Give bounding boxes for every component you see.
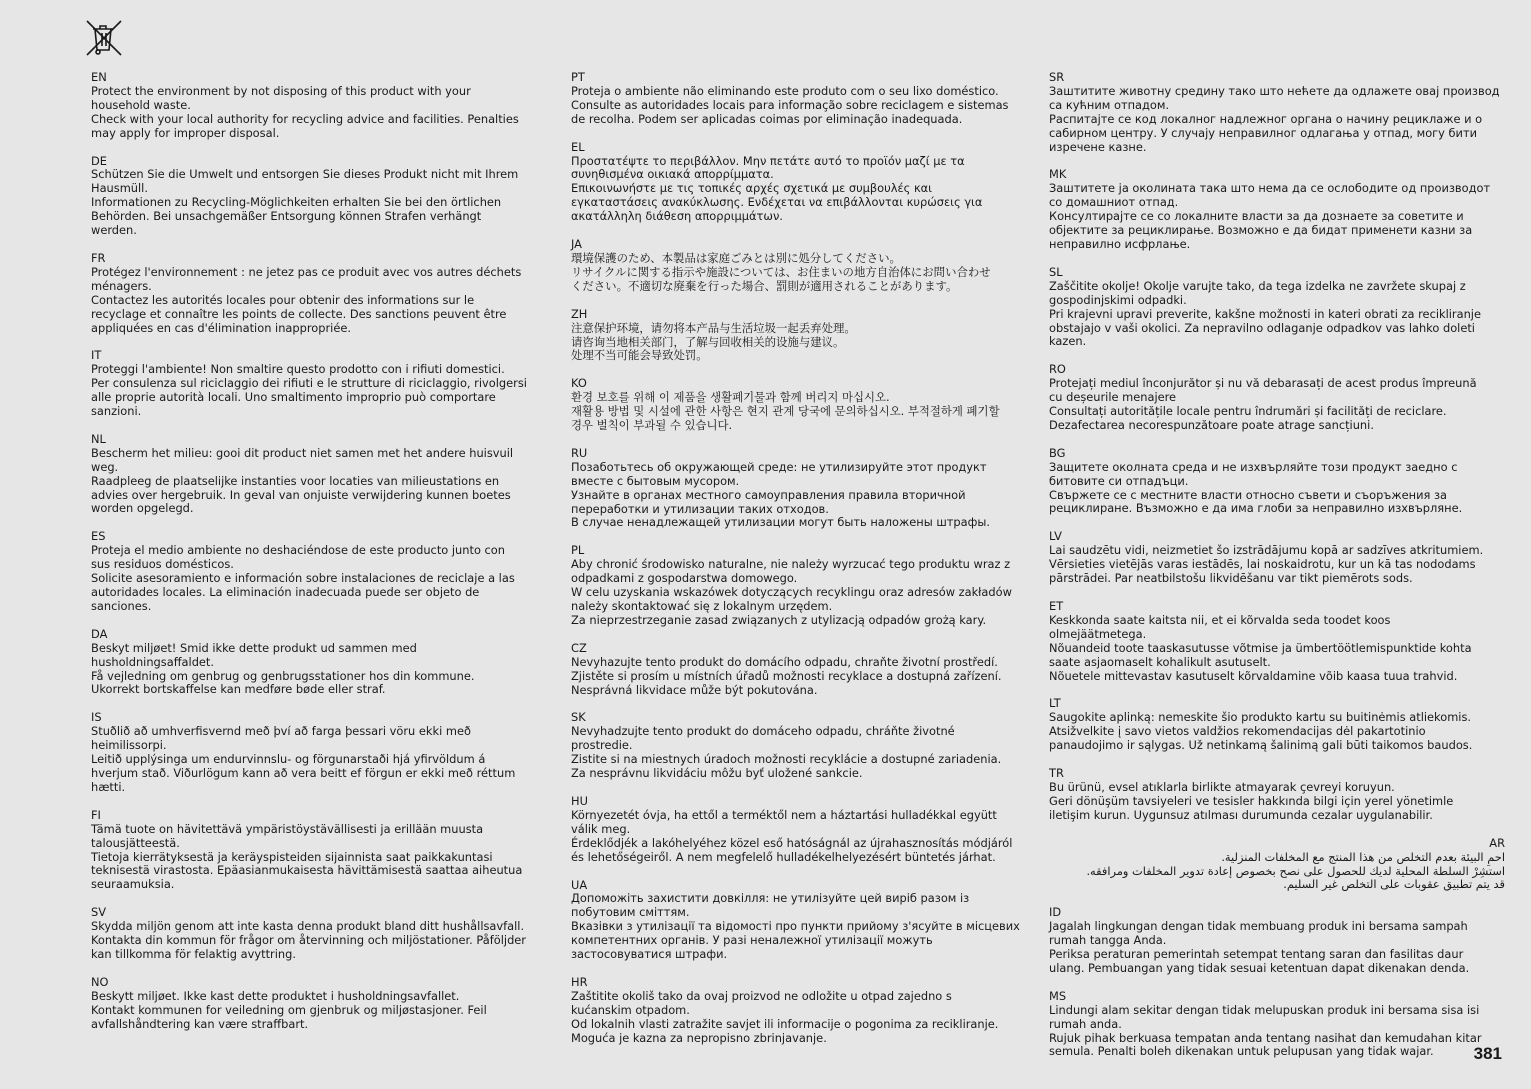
notice-text: Lindungi alam sekitar dengan tidak melupuskan produk ini bersama sisa isi rumah anda. Rujuk pihak berkuasa tempatan anda tentang nasihat dan kemudahan kitar semula. Penalti boleh dikenakan untuk pelupusan yang tidak wajar. xyxy=(1049,1002,1482,1059)
language-code: MK xyxy=(1049,167,1067,182)
disposal-notice-mk xyxy=(1049,168,1505,251)
language-code: NL xyxy=(91,431,106,446)
crossed-out-wheelie-bin-icon xyxy=(84,18,124,58)
language-code: FR xyxy=(91,250,106,265)
disposal-notice-da xyxy=(91,628,546,698)
language-code: NO xyxy=(91,974,109,989)
language-code: IS xyxy=(91,710,102,725)
language-code: FI xyxy=(91,807,101,822)
notice-text: Keskkonda saate kaitsta nii, et ei kõrvalda seda toodet koos olmejäätmetega. Nõuandeid toote taaskasutusse võtmise ja ümbertöötlemispunktide kohta saate asjaomaselt kohalikult asutuselt. Nõuetele mittevastav kasutuselt kõrvaldamine võib kaasa tuua trahvid. xyxy=(1049,612,1472,683)
language-code: UA xyxy=(571,877,588,892)
notice-text: 환경 보호를 위해 이 제품을 생활폐기물과 함께 버리지 마십시오. 재활용 방법 및 시설에 관한 사항은 현지 관계 당국에 문의하십시오. 부적절하게 폐기할 경우 벌칙이 부과될 수 있습니다. xyxy=(571,390,1000,433)
notice-text: Допоможіть захистити довкілля: не утилізуйте цей виріб разом із побутовим сміттям. Вказівки з утилізації та відомості про пункти прийому з'ясуйте в місцевих компетентних органів. У разі неналежної утилізації можуть застосовуватися штрафи. xyxy=(571,891,1020,962)
disposal-notice-ro xyxy=(1049,363,1505,433)
disposal-notice-lv xyxy=(1049,530,1505,586)
disposal-notice-sl xyxy=(1049,266,1505,349)
disposal-notice-id xyxy=(1049,906,1505,976)
language-code: HU xyxy=(571,793,588,808)
language-code: CZ xyxy=(571,640,587,655)
notice-text: Proteja o ambiente não eliminando este produto com o seu lixo doméstico. Consulte as autoridades locais para informação sobre reciclagem e sistemas de recolha. Podem ser aplicadas coimas por eliminação inadequada. xyxy=(571,83,1009,126)
notice-text: Skydda miljön genom att inte kasta denna produkt bland ditt hushållsavfall. Kontakta din kommun för frågor om återvinning och miljöstationer. Påföljder kan tillkomma för felaktig avyttring. xyxy=(91,919,526,961)
disposal-notice-no xyxy=(91,976,546,1032)
page-number: 381 xyxy=(1473,1044,1502,1063)
notice-text: احمِ البيئة بعدم التخلص من هذا المنتج مع المخلفات المنزلية. استشِرْ السلطة المحلية لديك للحصول على نصح بخصوص إعادة تدوير المخلفات ومرافقه. قد يتم تطبيق عقوبات على التخلص غير السليم. xyxy=(1086,849,1505,892)
disposal-notice-it xyxy=(91,349,546,419)
notice-text: Nevyhadzujte tento produkt do domáceho odpadu, chráňte životné prostredie. Zistite si na miestnych úradoch možnosti recyklácie a dostupné zariadenia. Za nesprávnu likvidáciu môžu byť uložené sankcie. xyxy=(571,724,1002,781)
disposal-notice-ja xyxy=(571,238,1026,294)
notice-text: Zaščitite okolje! Okolje varujte tako, da tega izdelka ne zavržete skupaj z gospodinjskimi odpadki. Pri krajevni upravi preverite, kakšne možnosti in kateri obrati za recikliranje obstajajo v vaši okolici. Za nepravilno odlaganje odpadkov vas lahko doleti kazen. xyxy=(1049,278,1481,349)
disposal-notice-pt xyxy=(571,71,1026,127)
language-code: KO xyxy=(571,376,587,391)
disposal-notice-ms xyxy=(1049,990,1505,1060)
notice-text: Zaštitite okoliš tako da ovaj proizvod ne odložite u otpad zajedno s kućanskim otpadom. Od lokalnih vlasti zatražite savjet ili informacije o pogonima za recikliranje. Moguća je kazna za nepropisno zbrinjavanje. xyxy=(571,988,999,1045)
notice-text: Beskytt miljøet. Ikke kast dette produktet i husholdningsavfallet. Kontakt kommunen for veiledning om gjenbruk og miljøstasjoner. Feil avfallshåndtering kan være straffbart. xyxy=(91,988,487,1031)
language-code: ES xyxy=(91,529,106,544)
language-code: SK xyxy=(571,710,586,725)
language-code: ID xyxy=(1049,905,1062,920)
language-code: JA xyxy=(571,237,582,252)
disposal-notice-sv xyxy=(91,906,546,962)
language-code: ZH xyxy=(571,306,588,321)
notice-text: Tämä tuote on hävitettävä ympäristöystävällisesti ja erillään muusta talousjätteestä. Tietoja kierrätyksestä ja keräyspisteiden sijainnista saat paikkakuntasi teknisestä virastosta. Epäasianmukaisesta hävittämisestä saattaa aiheutua seuraamuksia. xyxy=(91,821,523,892)
language-code: ET xyxy=(1049,599,1064,613)
notice-text: Protégez l'environnement : ne jetez pas ce produit avec vos autres déchets ménagers. Contactez les autorités locales pour obtenir des informations sur le recyclage et connaître les points de collecte. Des sanctions peuvent être appliquées en cas d'élimination inappropriée. xyxy=(91,264,522,335)
language-code: DA xyxy=(91,626,108,641)
notice-text: Környezetét óvja, ha ettől a terméktől nem a háztartási hulladékkal együtt válik meg. Érdeklődjék a lakóhelyéhez közel eső hatóságnál az újrahasznosítás módjáról és lehetőségeiről. A nem megfelelő hulladékelhelyezésért büntetés járhat. xyxy=(571,807,1013,864)
notice-text: Защитете околната среда и не изхвърляйте този продукт заедно с битовите си отпадъци. Свържете се с местните власти относно съвети и съоръжения за рециклиране. Възможно е да има глоби за неправилно изхвърляне. xyxy=(1049,459,1463,516)
language-code: SV xyxy=(91,905,107,920)
column-3 xyxy=(1049,71,1505,1073)
language-code: LV xyxy=(1049,529,1062,544)
language-code: HR xyxy=(571,974,588,989)
disposal-notice-et xyxy=(1049,600,1505,683)
disposal-notice-el xyxy=(571,141,1026,224)
disposal-notice-ru xyxy=(571,447,1026,530)
notice-text: Aby chronić środowisko naturalne, nie należy wyrzucać tego produktu wraz z odpadkami z gospodarstwa domowego. W celu uzyskania wskazówek dotyczących recyklingu oraz adresów zakładów należy skontaktować się z lokalnym urzędem. Za nieprzestrzeganie zasad związanych z utylizacją odpadów grożą kary. xyxy=(571,557,1012,627)
disposal-notice-es xyxy=(91,530,546,613)
notice-text: Bu ürünü, evsel atıklarla birlikte atmayarak çevreyi koruyun. Geri dönüşüm tavsiyeleri ve tesisler hakkında bilgi için yerel yönetimle iletişim kurun. Uygunsuz atılması durumunda cezalar uygulanabilir. xyxy=(1049,779,1454,822)
notice-text: 注意保护环境，请勿将本产品与生活垃圾一起丢弃处理。 请咨询当地相关部门，了解与回收相关的设施与建议。 处理不当可能会导致处罚。 xyxy=(571,320,856,363)
notice-text: Позаботьтесь об окружающей среде: не утилизируйте этот продукт вместе с бытовым мусором. Узнайте в органах местного самоуправления правила вторичной переработки и утилизации таких отходов. В случае ненадлежащей утилизации могут быть наложены штрафы. xyxy=(571,459,990,530)
notice-text: 環境保護のため、本製品は家庭ごみとは別に処分してください。 リサイクルに関する指示や施設については、お住まいの地方自治体にお問い合わせ ください。不適切な廃棄を行った場合、罰則が適用されることがあります。 xyxy=(571,250,991,293)
language-code: MS xyxy=(1049,988,1067,1003)
disposal-notice-hr xyxy=(571,976,1026,1046)
notice-text: Proteggi l'ambiente! Non smaltire questo prodotto con i rifiuti domestici. Per consulenza sul riciclaggio dei rifiuti e le strutture di riciclaggio, rivolgersi alle proprie autorità locali. Uno smaltimento improprio può comportare sanzioni. xyxy=(91,362,527,419)
language-code: LT xyxy=(1049,696,1061,711)
disposal-notice-ar xyxy=(1049,837,1505,893)
language-code: BG xyxy=(1049,445,1066,460)
disposal-notice-sr xyxy=(1049,71,1505,154)
notice-text: Jagalah lingkungan dengan tidak membuang produk ini bersama sampah rumah tangga Anda. Periksa peraturan pemerintah setempat tentang saran dan fasilitas daur ulang. Pembuangan yang tidak sesuai ketentuan dapat dikenakan denda. xyxy=(1049,919,1470,975)
disposal-notice-fr xyxy=(91,252,546,335)
notice-text: Proteja el medio ambiente no deshaciéndose de este producto junto con sus residuos domésticos. Solicite asesoramiento e información sobre instalaciones de reciclaje a las autoridades locales. La eliminación inadecuada puede ser objeto de sanciones. xyxy=(91,543,515,613)
column-1 xyxy=(91,71,546,1045)
language-code: PT xyxy=(571,70,585,84)
notice-text: Schützen Sie die Umwelt und entsorgen Sie dieses Produkt nicht mit Ihrem Hausmüll. Informationen zu Recycling-Möglichkeiten erhalten Sie bei den örtlichen Behörden. Bei unsachgemäßer Entsorgung können Strafen verhängt werden. xyxy=(91,167,519,238)
disposal-notice-fi xyxy=(91,809,546,892)
notice-text: Beskyt miljøet! Smid ikke dette produkt ud sammen med husholdningsaffaldet. Få vejledning om genbrug og genbrugsstationer hos din kommune. Ukorrekt bortskaffelse kan medføre bøde eller straf. xyxy=(91,640,475,697)
disposal-notice-lt xyxy=(1049,697,1505,753)
language-code: RO xyxy=(1049,362,1066,377)
language-code: TR xyxy=(1049,766,1064,781)
disposal-notice-sk xyxy=(571,711,1026,781)
language-code: PL xyxy=(571,543,585,558)
notice-text: Bescherm het milieu: gooi dit product niet samen met het andere huisvuil weg. Raadpleeg de plaatselijke instanties voor locaties van milieustations en advies over hergebruik. In geval van onjuiste verwijdering kunnen boetes worden opgelegd. xyxy=(91,445,514,516)
language-code: IT xyxy=(91,348,102,363)
column-2 xyxy=(571,71,1026,1059)
notice-text: Protejați mediul înconjurător și nu vă debarasați de acest produs împreună cu deșeurile menajere Consultați autoritățile locale pentru îndrumări și facilități de reciclare. Dezafectarea necorespunzătoare poate atrage sancțiuni. xyxy=(1049,376,1477,432)
disposal-notice-hu xyxy=(571,795,1026,865)
language-code: RU xyxy=(571,445,588,460)
disposal-notice-bg xyxy=(1049,447,1505,517)
disposal-notice-ko xyxy=(571,377,1026,433)
disposal-notice-zh xyxy=(571,308,1026,364)
language-code: EL xyxy=(571,139,585,154)
notice-text: Nevyhazujte tento produkt do domácího odpadu, chraňte životní prostředí. Zjistěte si prosím u místních úřadů možnosti recyklace a dostupná zařízení. Nesprávná likvidace může být pokutována. xyxy=(571,654,1002,697)
disposal-notice-tr xyxy=(1049,767,1505,823)
disposal-notice-is xyxy=(91,711,546,794)
disposal-notice-de xyxy=(91,155,546,238)
notice-text: Protect the environment by not disposing of this product with your household waste. Check with your local authority for recycling advice and facilities. Penalties may apply for improper disposal. xyxy=(91,83,519,140)
language-code: AR xyxy=(1489,835,1505,850)
disposal-notice-en xyxy=(91,71,546,141)
notice-text: Lai saudzētu vidi, neizmetiet šo izstrādājumu kopā ar sadzīves atkritumiem. Vērsieties vietējās varas iestādēs, lai noskaidrotu, kur un kā tas nododams pārstrādei. Par neatbilstošu likvidēšanu var tikt piemērots sods. xyxy=(1049,543,1484,586)
language-code: SR xyxy=(1049,70,1065,84)
disposal-notice-ua xyxy=(571,879,1026,962)
disposal-notice-nl xyxy=(91,433,546,516)
notice-text: Заштитите животну средину тако што нећете да одлажете овај производ са кућним отпадом. Распитајте се код локалног надлежног органа о начину рециклаже и о сабирном центру. У случају неправилног одлагања у отпад, могу бити изречене казне. xyxy=(1049,83,1500,154)
disposal-notice-cz xyxy=(571,642,1026,698)
notice-text: Προστατέψτε το περιβάλλον. Μην πετάτε αυτό το προϊόν μαζί με τα συνηθισμένα οικιακά απορρίμματα. Επικοινωνήστε με τις τοπικές αρχές σχετικά με συμβουλές και εγκαταστάσεις ανακύκλωσης. Ενδέχεται να επιβάλλονται κυρώσεις για ακατάλληλη διάθεση απορριμμάτων. xyxy=(571,153,983,224)
notice-text: Saugokite aplinką: nemeskite šio produkto kartu su buitinėmis atliekomis. Atsižvelkite į savo vietos valdžios rekomendacijas dėl pakartotinio panaudojimo ir sąlygas. Už netinkamą šalinimą gali būti taikomos baudos. xyxy=(1049,710,1473,753)
language-code: EN xyxy=(91,70,107,84)
notice-text: Заштитете ја околината така што нема да се ослободите од производот со домашниот отпад. Консултирајте се со локалните власти за да дознаете за советите и објектите за рециклирање. Возможно е да бидат применети казни за неправилно исфрлање. xyxy=(1049,181,1491,251)
disposal-notice-pl xyxy=(571,544,1026,627)
language-code: DE xyxy=(91,153,107,168)
language-code: SL xyxy=(1049,264,1063,279)
notice-text: Stuðlið að umhverfisvernd með því að farga þessari vöru ekki með heimilissorpi. Leitið upplýsinga um endurvinnslu- og förgunarstaði hjá yfirvöldum á hverjum stað. Viðurlögum kann að vera beitt ef förgun er ekki með réttum hætti. xyxy=(91,724,516,794)
